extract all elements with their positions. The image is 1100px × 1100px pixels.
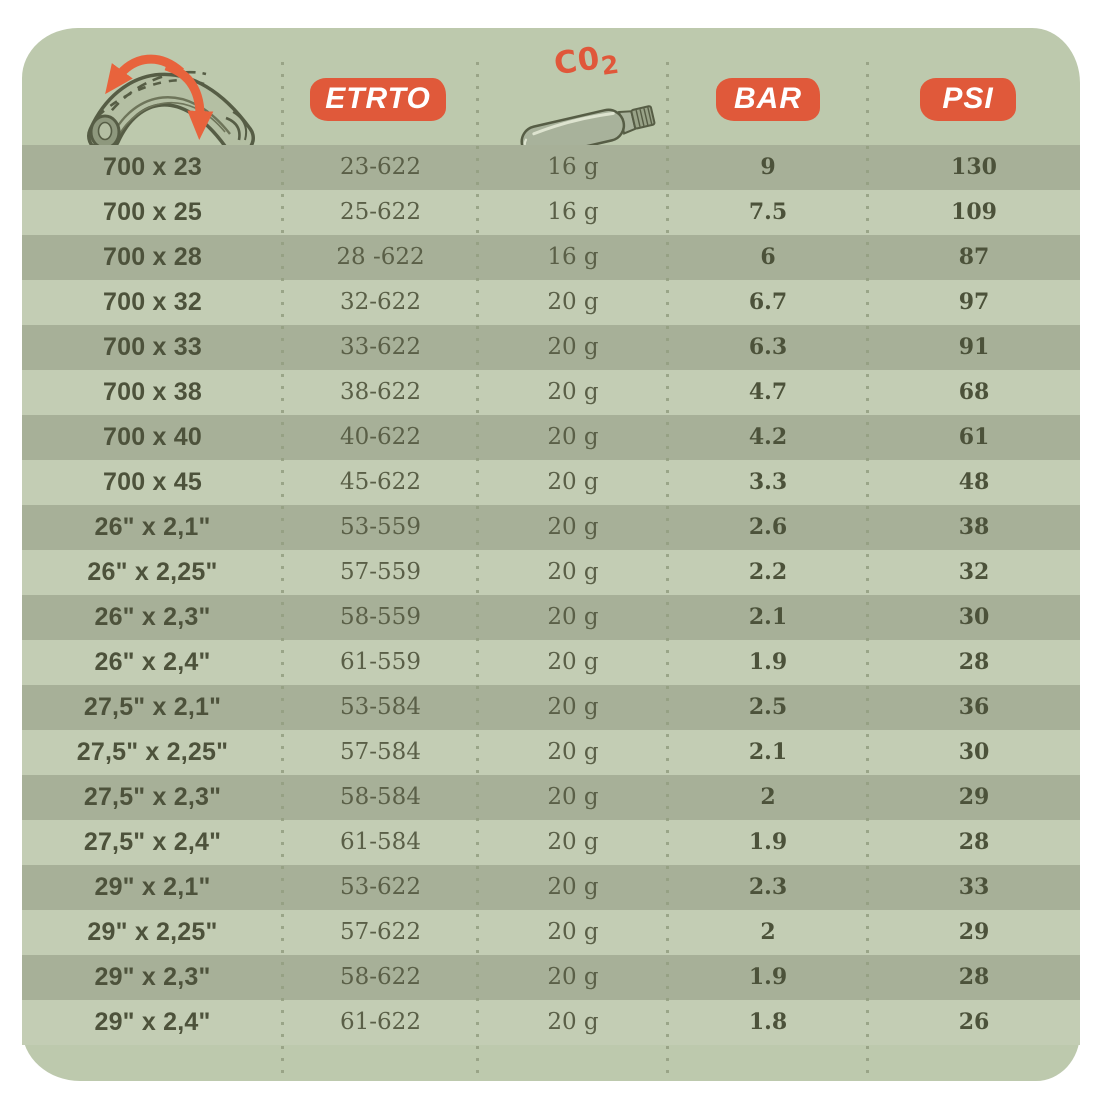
bar-cell: 2.1	[748, 739, 788, 765]
psi-cell: 30	[958, 604, 990, 630]
tire-size-cell: 700 x 38	[103, 378, 202, 406]
tire-size-cell: 26" x 2,3"	[94, 603, 211, 631]
etrto-cell: 53-622	[340, 874, 421, 900]
table-row	[22, 595, 1080, 640]
etrto-cell: 32-622	[340, 289, 421, 315]
psi-cell: 48	[958, 469, 990, 495]
tire-size-cell: 27,5" x 2,3"	[83, 783, 222, 811]
tire-size-cell: 29" x 2,1"	[94, 873, 211, 901]
tire-size-cell: 26" x 2,4"	[94, 648, 211, 676]
co2-cell: 20 g	[547, 424, 599, 450]
tire-size-cell: 700 x 25	[103, 198, 202, 226]
tire-size-cell: 29" x 2,25"	[87, 918, 218, 946]
co2-cell: 20 g	[547, 874, 599, 900]
co2-cell: 16 g	[547, 154, 599, 180]
tire-size-cell: 700 x 33	[103, 333, 202, 361]
co2-cell: 16 g	[547, 199, 599, 225]
psi-cell: 32	[958, 559, 990, 585]
etrto-column-label: ETRTO	[325, 81, 431, 115]
co2-column-label: $C0_2$	[551, 40, 622, 83]
table-row	[22, 190, 1080, 235]
co2-cell: 20 g	[547, 784, 599, 810]
psi-cell: 109	[951, 199, 997, 225]
psi-cell: 38	[958, 514, 990, 540]
co2-cell: 20 g	[547, 829, 599, 855]
co2-cell: 20 g	[547, 649, 599, 675]
co2-cell: 20 g	[547, 739, 599, 765]
etrto-cell: 58-584	[340, 784, 421, 810]
co2-cell: 20 g	[547, 289, 599, 315]
psi-cell: 36	[958, 694, 990, 720]
bar-cell: 6.7	[748, 289, 788, 315]
co2-cell: 20 g	[547, 469, 599, 495]
etrto-cell: 58-559	[340, 604, 421, 630]
etrto-cell: 33-622	[340, 334, 421, 360]
table-row	[22, 685, 1080, 730]
table-row	[22, 280, 1080, 325]
etrto-cell: 53-584	[340, 694, 421, 720]
table-body	[22, 145, 1080, 1045]
psi-cell: 26	[958, 1009, 990, 1035]
etrto-cell: 38-622	[340, 379, 421, 405]
psi-cell: 29	[958, 919, 990, 945]
psi-cell: 130	[951, 154, 997, 180]
tire-size-cell: 700 x 40	[103, 423, 202, 451]
psi-cell: 28	[958, 829, 990, 855]
table-row	[22, 775, 1080, 820]
bar-cell: 2	[760, 784, 776, 810]
tire-size-cell: 29" x 2,3"	[94, 963, 211, 991]
column-separator	[866, 62, 869, 1075]
tire-size-cell: 27,5" x 2,1"	[83, 693, 222, 721]
table-row	[22, 460, 1080, 505]
tire-size-cell: 700 x 28	[103, 243, 202, 271]
co2-cell: 20 g	[547, 559, 599, 585]
psi-cell: 28	[958, 649, 990, 675]
etrto-cell: 58-622	[340, 964, 421, 990]
etrto-cell: 28 -622	[336, 244, 425, 270]
psi-cell: 61	[958, 424, 990, 450]
psi-cell: 97	[958, 289, 990, 315]
bar-cell: 1.9	[748, 964, 788, 990]
table-row	[22, 640, 1080, 685]
psi-cell: 28	[958, 964, 990, 990]
column-separator	[476, 62, 479, 1075]
table-row	[22, 370, 1080, 415]
column-separator	[281, 62, 284, 1075]
tire-size-cell: 700 x 32	[103, 288, 202, 316]
tire-size-cell: 26" x 2,1"	[94, 513, 211, 541]
etrto-cell: 23-622	[340, 154, 421, 180]
co2-cell: 20 g	[547, 964, 599, 990]
etrto-cell: 45-622	[340, 469, 421, 495]
etrto-cell: 40-622	[340, 424, 421, 450]
bar-cell: 6.3	[748, 334, 788, 360]
bar-cell: 2.1	[748, 604, 788, 630]
etrto-column-badge	[310, 78, 446, 121]
bar-column-label: BAR	[734, 81, 802, 115]
bar-cell: 2.6	[748, 514, 788, 540]
table-row	[22, 415, 1080, 460]
bar-cell: 2.5	[748, 694, 788, 720]
etrto-cell: 57-584	[340, 739, 421, 765]
column-separator	[666, 62, 669, 1075]
bar-cell: 2	[760, 919, 776, 945]
bar-cell: 4.2	[748, 424, 788, 450]
etrto-cell: 53-559	[340, 514, 421, 540]
table-row	[22, 145, 1080, 190]
tire-size-cell: 700 x 45	[103, 468, 202, 496]
tire-direction-icon	[84, 38, 262, 152]
table-row	[22, 955, 1080, 1000]
co2-cell: 20 g	[547, 604, 599, 630]
co2-cell: 20 g	[547, 919, 599, 945]
tire-size-cell: 27,5" x 2,25"	[76, 738, 229, 766]
bar-column-badge	[716, 78, 820, 121]
psi-cell: 29	[958, 784, 990, 810]
psi-cell: 33	[958, 874, 990, 900]
tire-size-cell: 29" x 2,4"	[94, 1008, 211, 1036]
bar-cell: 2.3	[748, 874, 788, 900]
co2-cell: 16 g	[547, 244, 599, 270]
tire-size-cell: 700 x 23	[103, 153, 202, 181]
bar-cell: 6	[760, 244, 776, 270]
bar-cell: 2.2	[748, 559, 788, 585]
bar-cell: 9	[760, 154, 776, 180]
etrto-cell: 25-622	[340, 199, 421, 225]
tire-size-cell: 26" x 2,25"	[87, 558, 218, 586]
psi-column-label: PSI	[942, 81, 994, 115]
co2-cell: 20 g	[547, 514, 599, 540]
etrto-cell: 61-559	[340, 649, 421, 675]
co2-cell: 20 g	[547, 379, 599, 405]
table-row	[22, 865, 1080, 910]
co2-cell: 20 g	[547, 694, 599, 720]
bar-cell: 3.3	[748, 469, 788, 495]
table-row	[22, 325, 1080, 370]
psi-cell: 87	[958, 244, 990, 270]
table-row	[22, 910, 1080, 955]
table-row	[22, 1000, 1080, 1045]
etrto-cell: 61-584	[340, 829, 421, 855]
table-row	[22, 820, 1080, 865]
bar-cell: 1.8	[748, 1009, 788, 1035]
bar-cell: 4.7	[748, 379, 788, 405]
psi-cell: 68	[958, 379, 990, 405]
psi-column-badge	[920, 78, 1016, 121]
bar-cell: 1.9	[748, 649, 788, 675]
table-row	[22, 505, 1080, 550]
pressure-table-panel	[22, 28, 1080, 1081]
tire-size-cell: 27,5" x 2,4"	[83, 828, 222, 856]
table-row	[22, 730, 1080, 775]
psi-cell: 30	[958, 739, 990, 765]
bar-cell: 7.5	[748, 199, 788, 225]
co2-cell: 20 g	[547, 1009, 599, 1035]
etrto-cell: 57-559	[340, 559, 421, 585]
table-row	[22, 235, 1080, 280]
bar-cell: 1.9	[748, 829, 788, 855]
etrto-cell: 57-622	[340, 919, 421, 945]
co2-cell: 20 g	[547, 334, 599, 360]
table-row	[22, 550, 1080, 595]
etrto-cell: 61-622	[340, 1009, 421, 1035]
psi-cell: 91	[958, 334, 990, 360]
